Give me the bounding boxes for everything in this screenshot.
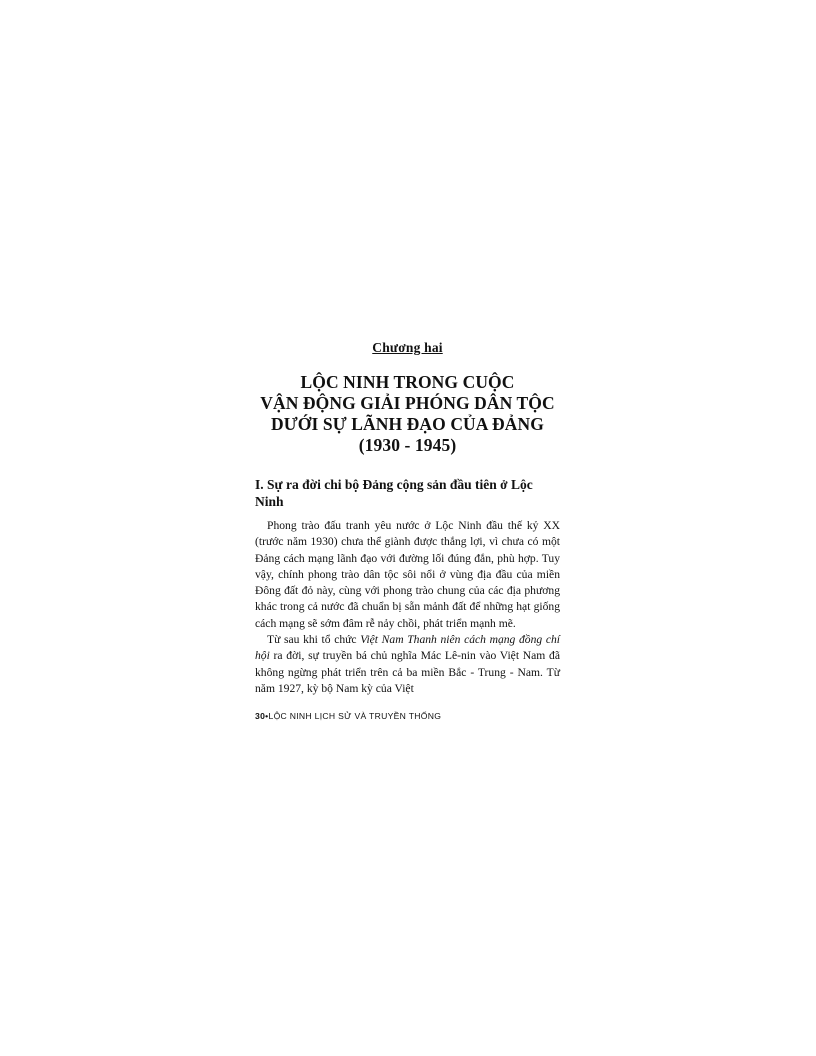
book-page bbox=[255, 330, 560, 721]
paragraph-2-text-end: ra đời, sự truyền bá chủ nghĩa Mác Lê-nin vào Việt Nam đã không ngừng phát triển trên cả ba miền Bắc - Trung - Nam. Từ năm 1927, kỳ bộ Nam kỳ của Việt bbox=[255, 649, 560, 695]
chapter-label: Chương hai bbox=[372, 340, 443, 355]
chapter-title-years: (1930 - 1945) bbox=[358, 435, 457, 455]
chapter-title-line: DƯỚI SỰ LÃNH ĐẠO CỦA ĐẢNG bbox=[271, 414, 544, 434]
running-title: LỘC NINH LỊCH SỬ VÀ TRUYỀN THỐNG bbox=[268, 711, 442, 722]
chapter-title-line: LỘC NINH TRONG CUỘC bbox=[300, 372, 515, 392]
section-heading: I. Sự ra đời chi bộ Đảng cộng sản đầu tiên ở Lộc Ninh bbox=[255, 477, 533, 509]
paragraph-2-text-start: Từ sau khi tổ chức bbox=[267, 633, 361, 647]
page-footer bbox=[255, 711, 560, 721]
chapter-title-line: VẬN ĐỘNG GIẢI PHÓNG DÂN TỘC bbox=[260, 393, 555, 413]
paragraph-1: Phong trào đấu tranh yêu nước ở Lộc Ninh đầu thế kỷ XX (trước năm 1930) chưa thể giành được thắng lợi, vì chưa có một Đảng cách mạng lãnh đạo với đường lối đúng đắn, phù hợp. Tuy vậy, chính phong trào dân tộc sôi nổi ở vùng địa đầu của miền Đông đất đỏ này, cùng với phong trào chung của các địa phương khác trong cả nước đã chuẩn bị sẵn mảnh đất để những hạt giống cách mạng sẽ sớm đâm rễ nảy chồi, phát triển mạnh mẽ. bbox=[255, 519, 560, 630]
paragraph-2 bbox=[255, 632, 560, 697]
footer-separator: • bbox=[265, 711, 269, 722]
chapter-title bbox=[255, 372, 560, 456]
organization-name: Việt Nam Thanh niên cách mạng đồng chí hội bbox=[255, 633, 560, 663]
page-number: 30 bbox=[255, 711, 266, 722]
